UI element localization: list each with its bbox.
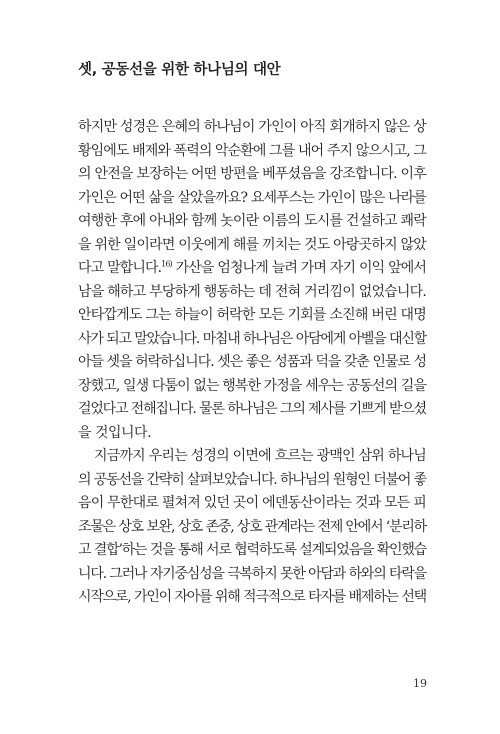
text-line: 하지만 성경은 은혜의 하나님이 가인이 아직 회개하지 않은 상 xyxy=(78,119,426,135)
text-line: 가인은 어떤 삶을 살았을까요? 요세푸스는 가인이 많은 나라를 xyxy=(78,189,426,206)
page-number: 19 xyxy=(413,677,427,690)
text-line: 사가 되고 말았습니다. 마침내 하나님은 아담에게 아벨을 대신할 xyxy=(78,330,426,347)
text-line: 아들 셋을 허락하십니다. 셋은 좋은 성품과 덕을 갖춘 인물로 성 xyxy=(78,354,426,370)
text-line: 을 위한 일이라면 이웃에게 해를 끼치는 것도 아랑곳하지 않았 xyxy=(78,236,426,253)
text-line: 의 안전을 보장하는 어떤 방편을 베푸셨음을 강조합니다. 이후 xyxy=(78,166,426,182)
text-line: 여행한 후에 아내와 함께 놋이란 이름의 도시를 건설하고 쾌락 xyxy=(78,213,426,229)
text-line: 을 것입니다. xyxy=(78,424,152,441)
text-line: 안타깝게도 그는 하늘이 허락한 모든 기회를 소진해 버린 대명 xyxy=(78,307,426,323)
text-line-with-footnote xyxy=(78,257,426,281)
body-text xyxy=(78,116,426,610)
text-line: 조물은 상호 보완, 상호 존중, 상호 관계라는 전제 안에서 ‘분리하 xyxy=(78,518,426,535)
text-line: 남을 해하고 부당하게 행동하는 데 전혀 거리낌이 없었습니다. xyxy=(78,283,426,300)
text-line: 시작으로, 가인이 자아를 위해 적극적으로 타자를 배제하는 선택 xyxy=(78,589,426,605)
text-line: 지금까지 우리는 성경의 이면에 흐르는 광맥인 삼위 하나님 xyxy=(94,448,426,464)
text-line: 황임에도 배제와 폭력의 악순환에 그를 내어 주지 않으시고, 그 xyxy=(78,142,426,159)
text-line: 음이 무한대로 펼쳐져 있던 곳이 에덴동산이라는 것과 모든 피 xyxy=(78,495,426,511)
text-fragment: 다고 말합니다. xyxy=(78,260,162,276)
section-heading: 셋, 공동선을 위한 하나님의 대안 xyxy=(78,62,281,78)
text-line: 고 결합’하는 것을 통해 서로 협력하도록 설계되었음을 확인했습 xyxy=(78,542,426,558)
text-fragment: 가산을 엄청나게 늘려 가며 자기 이익 앞에서 xyxy=(171,260,426,276)
text-line: 장했고, 일생 다툼이 없는 행복한 가정을 세우는 공동선의 길을 xyxy=(78,377,426,394)
footnote-marker[interactable]: 16) xyxy=(161,259,172,269)
text-line: 걸었다고 전해집니다. 물론 하나님은 그의 제사를 기쁘게 받으셨 xyxy=(78,401,426,417)
paragraph-1 xyxy=(78,116,426,445)
text-line: 의 공동선을 간략히 살펴보았습니다. 하나님의 원형인 더불어 좋 xyxy=(78,471,426,488)
text-line: 니다. 그러나 자기중심성을 극복하지 못한 아담과 하와의 타락을 xyxy=(78,565,426,582)
paragraph-2 xyxy=(78,445,426,610)
